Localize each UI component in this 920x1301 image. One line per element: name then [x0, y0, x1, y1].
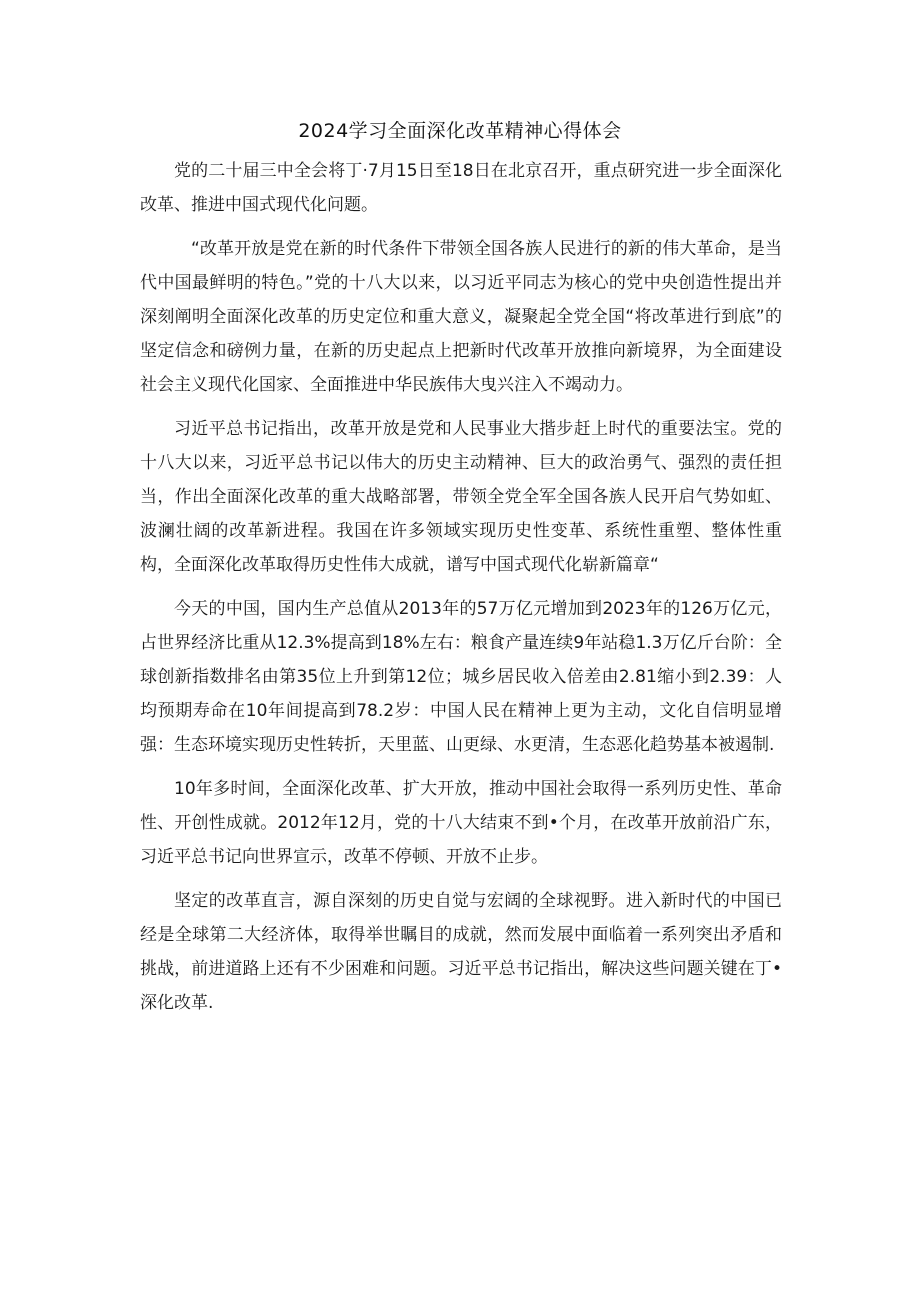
paragraph-2: “改革开放是党在新的时代条件下带领全国各族人民进行的新的伟大革命，是当代中国最鲜明的特色。”党的十八大以来，以习近平同志为核心的党中央创造性提出并深刻阐明全面深化改革的历史定位和重大意义，凝聚起全党全国“将改革进行到底”的坚定信念和磅例力量，在新的历史起点上把新时代改革开放推向新境界，为全面建设社会主义现代化国家、全面推进中华民族伟大曳兴注入不竭动力。 — [140, 239, 782, 395]
paragraph-4: 今天的中国，国内生产总值从2013年的57万亿元增加到2023年的126万亿元，占世界经济比重从12.3%提高到18%左右：粮食产量连续9年站稳1.3万亿斤台阶：全球创新指数排名由第35位上升到第12位；城乡居民收入倍差由2.81缩小到2.39：人均预期寿命在10年间提高到78.2岁：中国人民在精神上更为主动，文化自信明显增强：生态环境实现历史性转折，天里蓝、山更绿、水更清，生态恶化趋势基本被遏制. — [140, 599, 782, 755]
paragraph-6: 坚定的改革直言，源自深刻的历史自觉与宏阔的全球视野。进入新时代的中国已经是全球第二大经济体，取得举世瞩目的成就，然而发展中面临着一系列突出矛盾和挑战，前进道路上还有不少困难和问题。习近平总书记指出，解决这些问题关键在丁•深化改革. — [140, 891, 782, 1013]
paragraph-1: 党的二十届三中全会将丁·7月15日至18日在北京召开，重点研究进一步全面深化改革、推进中国式现代化问题。 — [140, 161, 782, 215]
paragraph-5: 10年多时间，全面深化改革、扩大开放，推动中国社会取得一系列历史性、革命性、开创性成就。2012年12月，党的十八大结束不到•个月，在改革开放前沿广东，习近平总书记向世界宣示，改革不停顿、开放不止步。 — [140, 779, 782, 867]
document-body — [140, 154, 782, 1030]
document-title: 2024学习全面深化改革精神心得体会 — [298, 120, 622, 142]
paragraph-3: 习近平总书记指出，改革开放是党和人民事业大揩步赶上时代的重要法宝。党的十八大以来，习近平总书记以伟大的历史主动精神、巨大的政治勇气、强烈的责任担当，作出全面深化改革的重大战略部署，带领全党全军全国各族人民开启气势如虹、波澜壮阔的改革新进程。我国在许多领域实现历史性变革、系统性重塑、整体性重构，全面深化改革取得历史性伟大成就，谱写中国式现代化崭新篇章“ — [140, 419, 782, 575]
